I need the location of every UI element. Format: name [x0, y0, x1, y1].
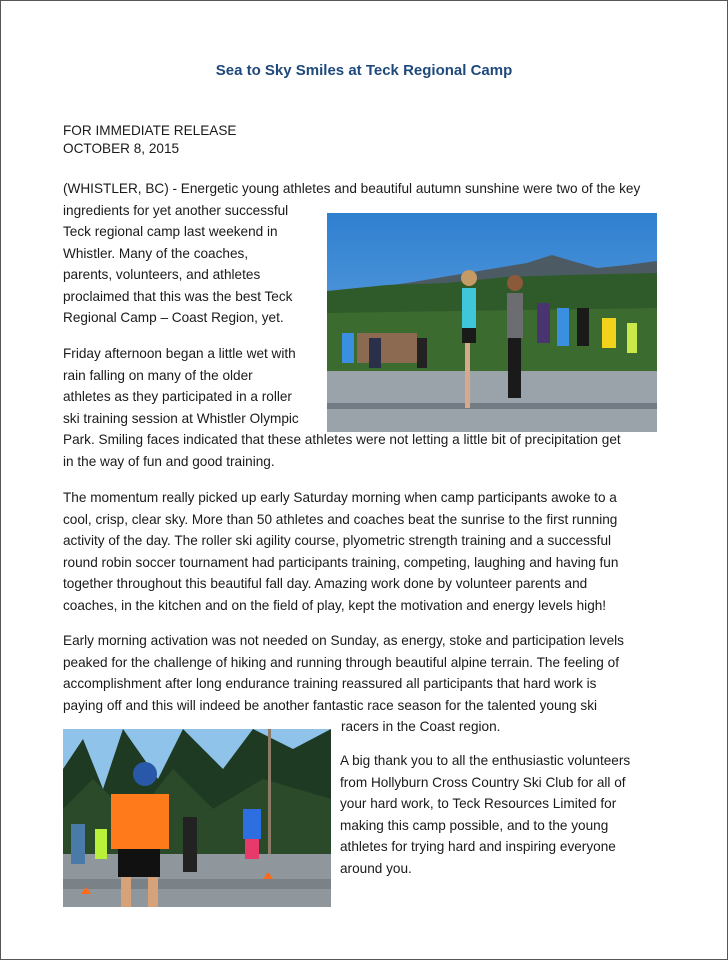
release-date: OCTOBER 8, 2015	[63, 141, 180, 156]
text-line: athletes as they participated in a roller	[63, 389, 292, 404]
text-line: Teck regional camp last weekend in	[63, 224, 278, 239]
release-label: FOR IMMEDIATE RELEASE	[63, 123, 237, 138]
text-line: Regional Camp – Coast Region, yet.	[63, 310, 284, 325]
text-line: from Hollyburn Cross Country Ski Club for all of	[340, 774, 626, 790]
text-line: your hard work, to Teck Resources Limited for	[340, 796, 617, 811]
paragraph-2	[63, 343, 621, 472]
text-line: ski training session at Whistler Olympic	[63, 410, 299, 426]
text-line: accomplishment after long endurance training reassured all participants that hard work is	[63, 676, 597, 691]
text-line: activity of the day. The roller ski agility course, plyometric strength training and a successful	[63, 533, 612, 548]
text-line: peaked for the challenge of hiking and running through beautiful alpine terrain. The feeling of	[63, 654, 619, 670]
text-line: proclaimed that this was the best Teck	[63, 288, 293, 304]
text-line: ingredients for yet another successful	[63, 202, 289, 218]
paragraph-4	[63, 630, 624, 738]
text-line: A big thank you to all the enthusiastic volunteers	[340, 753, 631, 768]
text-line: coaches, in the kitchen and on the field of play, kept the motivation and energy levels high!	[63, 597, 607, 613]
text-line: making this camp possible, and to the young	[340, 817, 609, 833]
text-line: together throughout this beautiful fall day. Amazing work done by volunteer parents and	[63, 576, 588, 591]
text-line: The momentum really picked up early Saturday morning when camp participants awoke to a	[63, 490, 617, 505]
paragraph-5	[340, 750, 630, 879]
text-line: cool, crisp, clear sky. More than 50 athletes and coaches beat the sunrise to the first running	[63, 511, 618, 527]
text-line: Whistler. Many of the coaches,	[63, 245, 249, 261]
text-line: athletes for trying hard and inspiring everyone	[340, 839, 616, 854]
text-line: round robin soccer tournament had participants training, competing, laughing and having fun	[63, 554, 619, 570]
release-header	[63, 122, 236, 158]
text-line: paying off and this will indeed be another fantastic race season for the talented young ski	[63, 697, 598, 713]
paragraph-3	[63, 487, 618, 616]
text-line: racers in the Coast region.	[341, 719, 501, 734]
text-line: Early morning activation was not needed on Sunday, as energy, stoke and participation levels	[63, 633, 624, 648]
text-line: Friday afternoon began a little wet with	[63, 346, 296, 361]
text-line: around you.	[340, 860, 412, 876]
text-line: rain falling on many of the older	[63, 367, 253, 383]
text-line: parents, volunteers, and athletes	[63, 267, 261, 282]
page-title: Sea to Sky Smiles at Teck Regional Camp	[215, 62, 513, 79]
text-line: Park. Smiling faces indicated that these athletes were not letting a little bit of precipitation get	[63, 432, 621, 447]
text-line: in the way of fun and good training.	[63, 453, 275, 469]
photo-roller-ski	[63, 729, 331, 907]
text-line: (WHISTLER, BC) - Energetic young athletes and beautiful autumn sunshine were two of the key	[63, 181, 641, 196]
